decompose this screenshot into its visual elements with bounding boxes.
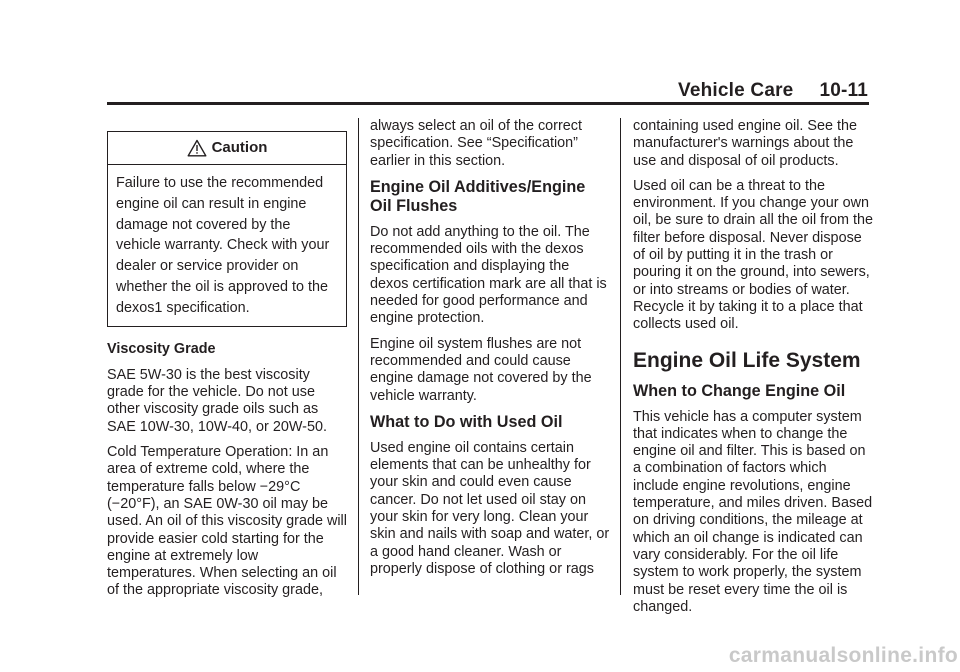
paragraph: This vehicle has a computer system that indicates when to change the engine oil and filter. This is based on a combination of factors which include engine revolutions, engine temperature, and miles driven. Based on driving conditions, the mileage at which an oil change is indicated can vary considerably. For the oil life system to work properly, the system must be reset every time the oil is changed. bbox=[633, 408, 873, 615]
paragraph: Cold Temperature Operation: In an area of extreme cold, where the temperature falls below −29°C (−20°F), an SAE 0W-30 oil may be used. An oil of this viscosity grade will provide easier cold starting for the engine at extremely low temperatures. When selecting an oil of the appropriate viscosity grade, bbox=[107, 444, 347, 599]
caution-box bbox=[107, 131, 347, 327]
paragraph: Used engine oil contains certain elements that can be unhealthy for your skin and could even cause cancer. Do not let used oil stay on your skin for very long. Clean your skin and nails with soap and water, or a good hand cleaner. Wash or properly dispose of clothing or rags bbox=[370, 439, 610, 577]
oil-life-system-heading: Engine Oil Life System bbox=[633, 348, 861, 372]
viscosity-grade-heading: Viscosity Grade bbox=[107, 340, 216, 357]
column-2 bbox=[370, 118, 610, 586]
caution-triangle-icon bbox=[187, 139, 207, 157]
caution-header bbox=[108, 132, 346, 165]
caution-title: Caution bbox=[211, 139, 268, 157]
paragraph: Engine oil system flushes are not recommended and could cause engine damage not covered by the vehicle warranty. bbox=[370, 335, 592, 404]
paragraph: always select an oil of the correct specification. See “Specification” earlier in this section. bbox=[370, 118, 582, 169]
caution-text: Failure to use the recommended engine oil can result in engine damage not covered by the vehicle warranty. Check with your dealer or service provider on whether the oil is approved to the dexos1 specification. bbox=[116, 175, 330, 316]
used-oil-heading: What to Do with Used Oil bbox=[370, 412, 563, 431]
section-title: Vehicle Care bbox=[678, 80, 794, 101]
paragraph: SAE 5W-30 is the best viscosity grade for the vehicle. Do not use other viscosity grade oils such as SAE 10W-30, 10W-40, or 20W-50. bbox=[107, 366, 327, 435]
header-rule bbox=[107, 102, 869, 105]
page-number: 10-11 bbox=[819, 80, 868, 101]
page-header bbox=[678, 80, 868, 102]
column-1 bbox=[107, 118, 347, 608]
column-3 bbox=[633, 118, 873, 624]
column-divider bbox=[358, 118, 359, 595]
paragraph: Do not add anything to the oil. The recommended oils with the dexos specification and displaying the dexos certification mark are all that is needed for good performance and engine protection. bbox=[370, 223, 607, 327]
paragraph: containing used engine oil. See the manufacturer's warnings about the use and disposal of oil products. bbox=[633, 118, 858, 169]
additives-heading: Engine Oil Additives/Engine Oil Flushes bbox=[370, 177, 586, 215]
watermark: carmanualsonline.info bbox=[728, 644, 958, 667]
when-to-change-heading: When to Change Engine Oil bbox=[633, 381, 846, 400]
column-divider bbox=[620, 118, 621, 595]
paragraph: Used oil can be a threat to the environment. If you change your own oil, be sure to drain all the oil from the filter before disposal. Never dispose of oil by putting it in the trash or pouring it on the ground, into sewers, or into streams or bodies of water. Recycle it by taking it to a place that collects used oil. bbox=[633, 177, 873, 333]
